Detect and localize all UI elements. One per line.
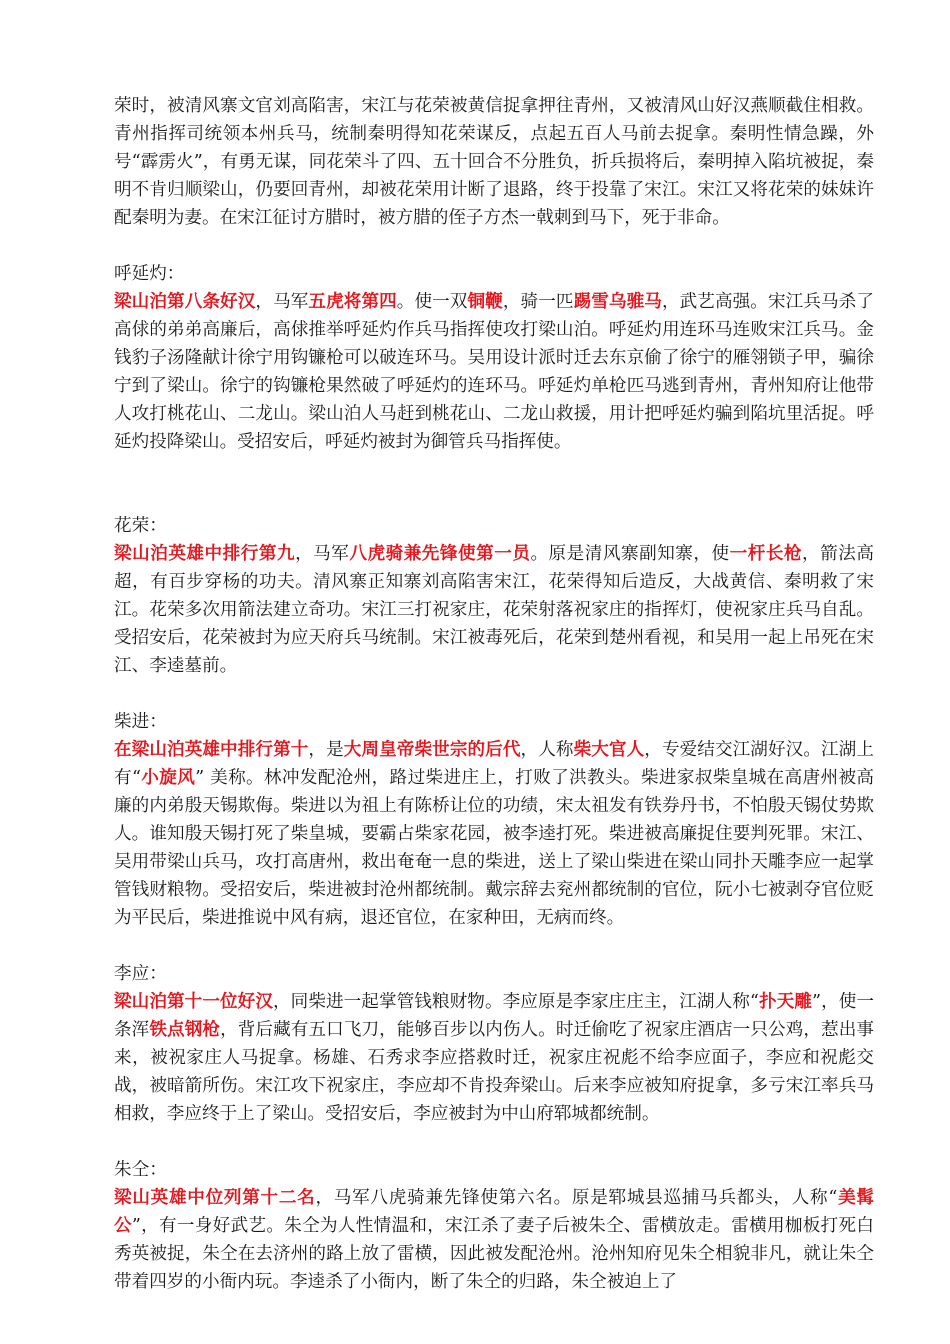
body-text: ，箭法高超，有百步穿杨的功夫。清风寨正知寨刘高陷害宋江，花荣得知后造反，大战黄信、秦明救了宋江。花荣多次用箭法建立奇功。宋江三打祝家庄，花荣射落祝家庄的指挥灯，使祝家庄兵马自乱。受招安后，花荣被封为应天府兵马统制。宋江被毒死后，花荣到楚州看视，和吴用一起上吊死在宋江、李逵墓前。 xyxy=(114,544,874,676)
body-text: ，专爱结交江湖好汉。江湖上有“ xyxy=(114,740,874,788)
character-section xyxy=(114,1156,874,1296)
document-page xyxy=(114,92,874,1296)
character-description xyxy=(114,540,874,680)
body-text: ，武艺高强。宋江兵马杀了高俅的弟弟高廉后，高俅推举呼延灼作兵马指挥使攻打梁山泊。呼延灼用连环马连败宋江兵马。金钱豹子汤隆献计徐宁用钩镰枪可以破连环马。吴用设计派时迁去东京偷了徐宁的雁翎锁子甲，骗徐宁到了梁山。徐宁的钩镰枪果然破了呼延灼的连环马。呼延灼单枪匹马逃到青州，青州知府让他带人攻打桃花山、二龙山。梁山泊人马赶到桃花山、二龙山救援，用计把呼延灼骗到陷坑里活捉。呼延灼投降梁山。受招安后，呼延灼被封为御管兵马指挥使。 xyxy=(114,292,874,452)
body-text: ，马军八虎骑兼先锋使第六名。原是郓城县巡捕马兵都头，人称“ xyxy=(315,1188,838,1208)
body-text: ，背后藏有五口飞刀，能够百步以内伤人。时迁偷吃了祝家庄酒店一只公鸡，惹出事来，被祝家庄人马捉拿。杨雄、石秀求李应搭救时迁，祝家庄祝彪不给李应面子，李应和祝彪交战，被暗箭所伤。宋江攻下祝家庄，李应却不肯投奔梁山。后来李应被知府捉拿，多亏宋江率兵马相救，李应终于上了梁山。受招安后，李应被封为中山府郓城都统制。 xyxy=(114,1020,874,1124)
body-text: ，马军 xyxy=(295,544,350,564)
highlight-text: 梁山泊英雄中排行第九 xyxy=(114,543,296,564)
character-section xyxy=(114,512,874,680)
body-text: ，是 xyxy=(308,740,344,760)
body-text: 。原是清风寨副知寨，使 xyxy=(530,544,730,564)
highlight-text: 踢雪乌骓马 xyxy=(573,291,662,312)
highlight-text: 五虎将第四 xyxy=(308,291,397,312)
character-section xyxy=(114,260,874,456)
character-description xyxy=(114,988,874,1128)
highlight-text: 大周皇帝柴世宗的后代 xyxy=(343,739,521,760)
body-text: ，马军 xyxy=(255,292,309,312)
body-text: ，同柴进一起掌管钱粮财物。李应原是李家庄庄主，江湖人称“ xyxy=(272,992,759,1012)
character-description xyxy=(114,1184,874,1296)
body-text: ”，使一条浑 xyxy=(114,992,874,1040)
highlight-text: 在梁山泊英雄中排行第十 xyxy=(114,739,309,760)
character-name: 朱仝： xyxy=(114,1160,167,1180)
highlight-text: 铁点钢枪 xyxy=(149,1019,221,1040)
character-name: 花荣： xyxy=(114,516,167,536)
character-sections xyxy=(114,260,874,1296)
highlight-text: 美髯公 xyxy=(114,1187,874,1236)
character-name: 李应： xyxy=(114,964,167,984)
body-text: 。使一双 xyxy=(396,292,468,312)
body-text: ”，有一身好武艺。朱仝为人性情温和，宋江杀了妻子后被朱仝、雷横放走。雷横用枷板打死白秀英被捉，朱仝在去济州的路上放了雷横，因此被发配沧州。沧州知府见朱仝相貌非凡，就让朱仝带着四岁的小衙内玩。李逵杀了小衙内，断了朱仝的归路，朱仝被迫上了 xyxy=(114,1216,874,1292)
character-description xyxy=(114,288,874,456)
character-section xyxy=(114,708,874,932)
highlight-text: 一杆长枪 xyxy=(729,543,803,564)
highlight-text: 扑天雕 xyxy=(758,991,812,1012)
highlight-text: 柴大官人 xyxy=(573,739,645,760)
body-text: 荣时，被清风寨文官刘高陷害，宋江与花荣被黄信捉拿押往青州，又被清风山好汉燕顺截住相救。青州指挥司统领本州兵马，统制秦明得知花荣谋反，点起五百人马前去捉拿。秦明性情急躁，外号“霹雳火”，有勇无谋，同花荣斗了四、五十回合不分胜负，折兵损将后，秦明掉入陷坑被捉，秦明不肯归顺梁山，仍要回青州，却被花荣用计断了退路，终于投靠了宋江。宋江又将花荣的妹妹许配秦明为妻。在宋江征讨方腊时，被方腊的侄子方杰一戟刺到马下，死于非命。 xyxy=(114,96,874,228)
character-name: 呼延灼： xyxy=(114,264,185,284)
body-text: ，骑一匹 xyxy=(502,292,574,312)
character-name: 柴进： xyxy=(114,712,167,732)
highlight-text: 小旋风 xyxy=(140,767,196,788)
highlight-text: 八虎骑兼先锋使第一员 xyxy=(349,543,531,564)
highlight-text: 梁山泊第八条好汉 xyxy=(114,291,256,312)
body-text: ” 美称。林冲发配沧州，路过柴进庄上，打败了洪教头。柴进家叔柴皇城在高唐州被高廉的内弟殷天锡欺侮。柴进以为祖上有陈桥让位的功绩，宋太祖发有铁券丹书，不怕殷天锡仗势欺人。谁知殷天锡打死了柴皇城，要霸占柴家花园，被李逵打死。柴进被高廉捉住要判死罪。宋江、吴用带梁山兵马，攻打高唐州，救出奄奄一息的柴进，送上了梁山柴进在梁山同扑天雕李应一起掌管钱财粮物。受招安后，柴进被封沧州都统制。戴宗辞去兖州都统制的官位，阮小七被剥夺官位贬为平民后，柴进推说中风有病，退还官位，在家种田，无病而终。 xyxy=(114,768,874,928)
intro-paragraph xyxy=(114,92,874,232)
body-text: ，人称 xyxy=(520,740,574,760)
highlight-text: 铜鞭 xyxy=(467,291,503,312)
character-description xyxy=(114,736,874,932)
highlight-text: 梁山泊第十一位好汉 xyxy=(114,991,273,1012)
character-section xyxy=(114,960,874,1128)
highlight-text: 梁山英雄中位列第十二名 xyxy=(114,1187,316,1208)
